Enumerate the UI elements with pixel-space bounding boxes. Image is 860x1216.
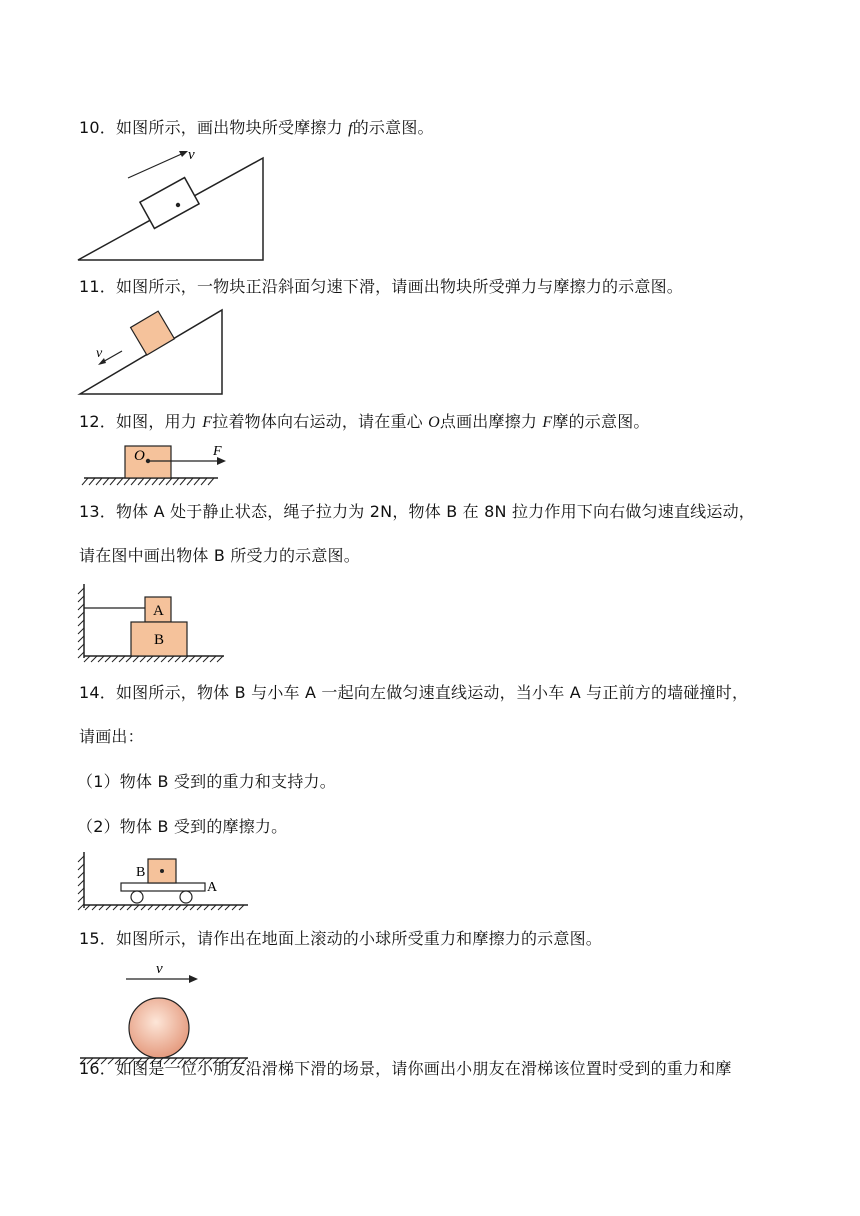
velocity-arrow xyxy=(128,152,186,178)
question-text: ．如图是一位小朋友沿滑梯下滑的场景，请你画出小朋友在滑梯该位置时受到的重力和摩 xyxy=(99,1059,732,1078)
ball xyxy=(129,998,189,1058)
ground-hatch xyxy=(82,478,214,485)
ground-hatch xyxy=(84,656,223,662)
center-var: O xyxy=(428,414,440,431)
velocity-label: v xyxy=(96,346,103,361)
question-text: 请画出： xyxy=(79,727,144,746)
question-text: （2）物体 B 受到的摩擦力。 xyxy=(77,817,288,836)
wall-hatch xyxy=(78,588,84,658)
block-b-label: B xyxy=(154,632,165,648)
figure-12-block xyxy=(80,440,230,488)
velocity-label: v xyxy=(156,961,163,977)
question-14 xyxy=(79,683,748,703)
question-number: 16 xyxy=(79,1059,100,1078)
question-14-sub2 xyxy=(77,817,287,837)
figure-13-blocks xyxy=(76,580,226,664)
question-text: ．如图所示，物体 B 与小车 A 一起向左做匀速直线运动，当小车 A 与正前方的墙碰撞时， xyxy=(99,683,749,702)
arrowhead xyxy=(189,975,198,983)
question-text: 摩的示意图。 xyxy=(552,412,650,431)
figure-14-cart xyxy=(76,848,252,914)
figure-15-ball xyxy=(76,958,252,1070)
cart-body xyxy=(121,883,205,891)
wall-hatch xyxy=(78,856,84,910)
question-16 xyxy=(79,1059,732,1079)
question-text: 点画出摩擦力 xyxy=(439,412,543,431)
force-label: F xyxy=(213,444,222,459)
question-number: 14 xyxy=(79,683,100,702)
question-14-line2 xyxy=(79,727,144,747)
question-11 xyxy=(79,277,683,297)
question-number: 12 xyxy=(79,412,100,431)
center-dot xyxy=(160,869,164,873)
figure-11-incline xyxy=(76,306,226,398)
question-text: ．如图所示，一物块正沿斜面匀速下滑，请画出物块所受弹力与摩擦力的示意图。 xyxy=(99,277,683,296)
question-text: ．如图，用力 xyxy=(99,412,203,431)
question-number: 15 xyxy=(79,929,100,948)
question-13-line2 xyxy=(79,546,360,566)
center-label: O xyxy=(134,448,145,464)
velocity-label: v xyxy=(188,147,195,163)
block xyxy=(131,311,175,355)
force-var: F xyxy=(202,414,213,431)
question-text: 请在图中画出物体 B 所受力的示意图。 xyxy=(79,546,360,565)
friction-var: f xyxy=(348,120,353,137)
block-b-label: B xyxy=(136,865,146,880)
cart-wheel xyxy=(180,891,192,903)
question-text: 拉着物体向右运动，请在重心 xyxy=(212,412,429,431)
question-text: ．如图所示，画出物块所受摩擦力 xyxy=(99,118,349,137)
block-a-label: A xyxy=(153,603,164,619)
question-text: 的示意图。 xyxy=(352,118,434,137)
question-number: 13 xyxy=(79,502,100,521)
force-var: F xyxy=(542,414,553,431)
cart-a-label: A xyxy=(207,880,218,895)
question-10 xyxy=(79,118,434,139)
question-15 xyxy=(79,929,602,949)
question-text: ．如图所示，请作出在地面上滚动的小球所受重力和摩擦力的示意图。 xyxy=(99,929,602,948)
question-13 xyxy=(79,502,755,522)
question-number: 11 xyxy=(79,277,100,296)
figure-10-incline xyxy=(76,140,276,268)
question-text: （1）物体 B 受到的重力和支持力。 xyxy=(77,772,336,791)
question-text: ．物体 A 处于静止状态，绳子拉力为 2N，物体 B 在 8N 拉力作用下向右做匀速直线运动， xyxy=(99,502,755,521)
question-number: 10 xyxy=(79,118,100,137)
center-dot xyxy=(176,203,180,207)
question-14-sub1 xyxy=(77,772,336,792)
cart-wheel xyxy=(131,891,143,903)
question-12 xyxy=(79,412,650,433)
